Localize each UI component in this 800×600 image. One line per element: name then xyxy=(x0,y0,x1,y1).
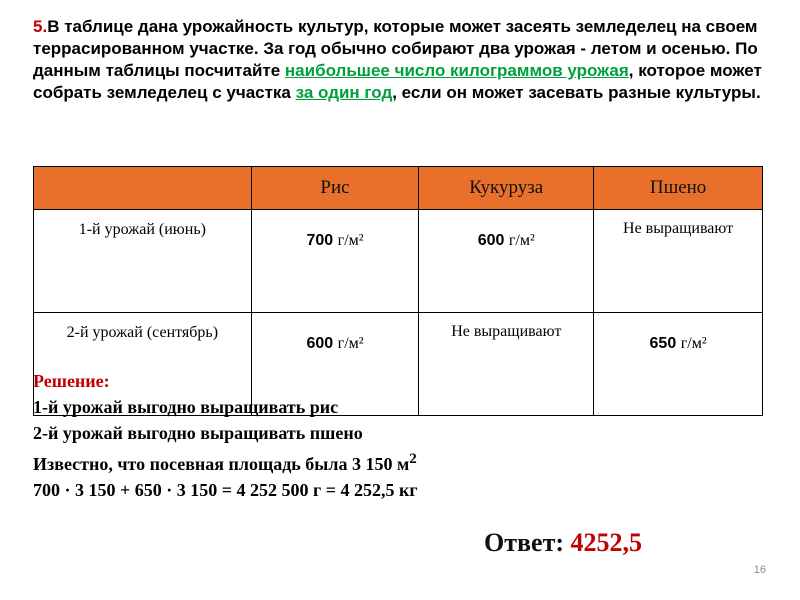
solution-line-3-text: Известно, что посевная площадь была 3 150 м xyxy=(33,454,410,474)
solution-line-2: 2-й урожай выгодно выращивать пшено xyxy=(33,423,363,443)
cell-value: 600 xyxy=(477,232,505,249)
cell-value: 650 xyxy=(649,335,677,352)
header-rice: Рис xyxy=(251,167,419,210)
table-row xyxy=(34,210,763,313)
cell-value: 700 xyxy=(306,232,334,249)
cell-rice-harvest-1 xyxy=(251,210,419,313)
solution-line-4: 700 · 3 150 + 650 · 3 150 = 4 252 500 г = 4 252,5 кг xyxy=(33,480,418,500)
answer-value: 4252,5 xyxy=(570,528,643,557)
cell-unit: г/м² xyxy=(680,335,707,352)
task-highlight-max-kg: наибольшее число килограммов урожая xyxy=(284,61,629,80)
task-text xyxy=(33,16,773,104)
answer-label: Ответ: xyxy=(484,528,571,557)
cell-corn-harvest-2: Не выращивают xyxy=(419,313,594,416)
cell-millet-harvest-1: Не выращивают xyxy=(594,210,763,313)
task-text-part1: В таблице дана урожайность культур, которые может засеять земледелец на своем террасированном участке. За год обычно собирают два урожая - летом и осенью. По данным таблицы посчитайте xyxy=(33,17,758,80)
row-label-harvest-1: 1-й урожай (июнь) xyxy=(34,210,252,313)
task-number: 5. xyxy=(33,17,48,36)
slide-number: 16 xyxy=(753,564,766,576)
answer xyxy=(484,528,642,558)
table-header-row xyxy=(34,167,763,210)
task-text-part3: , если он может засевать разные культуры. xyxy=(392,83,761,102)
solution-title: Решение: xyxy=(33,371,110,391)
row-label-harvest-2: 2-й урожай (сентябрь) xyxy=(34,313,252,416)
solution-block xyxy=(33,368,733,503)
cell-unit: г/м² xyxy=(337,335,364,352)
task-highlight-one-year: за один год xyxy=(295,83,393,102)
cell-unit: г/м² xyxy=(508,232,535,249)
header-corn: Кукуруза xyxy=(419,167,594,210)
cell-value: 600 xyxy=(306,335,334,352)
solution-line-3-sup: 2 xyxy=(409,451,417,467)
cell-unit: г/м² xyxy=(337,232,364,249)
task-text-part2: , которое может собрать земледелец с участка xyxy=(33,61,762,102)
cell-corn-harvest-1 xyxy=(419,210,594,313)
solution-line-1: 1-й урожай выгодно выращивать рис xyxy=(33,397,339,417)
solution-line-3 xyxy=(33,446,733,477)
header-millet: Пшено xyxy=(594,167,763,210)
header-empty xyxy=(34,167,252,210)
